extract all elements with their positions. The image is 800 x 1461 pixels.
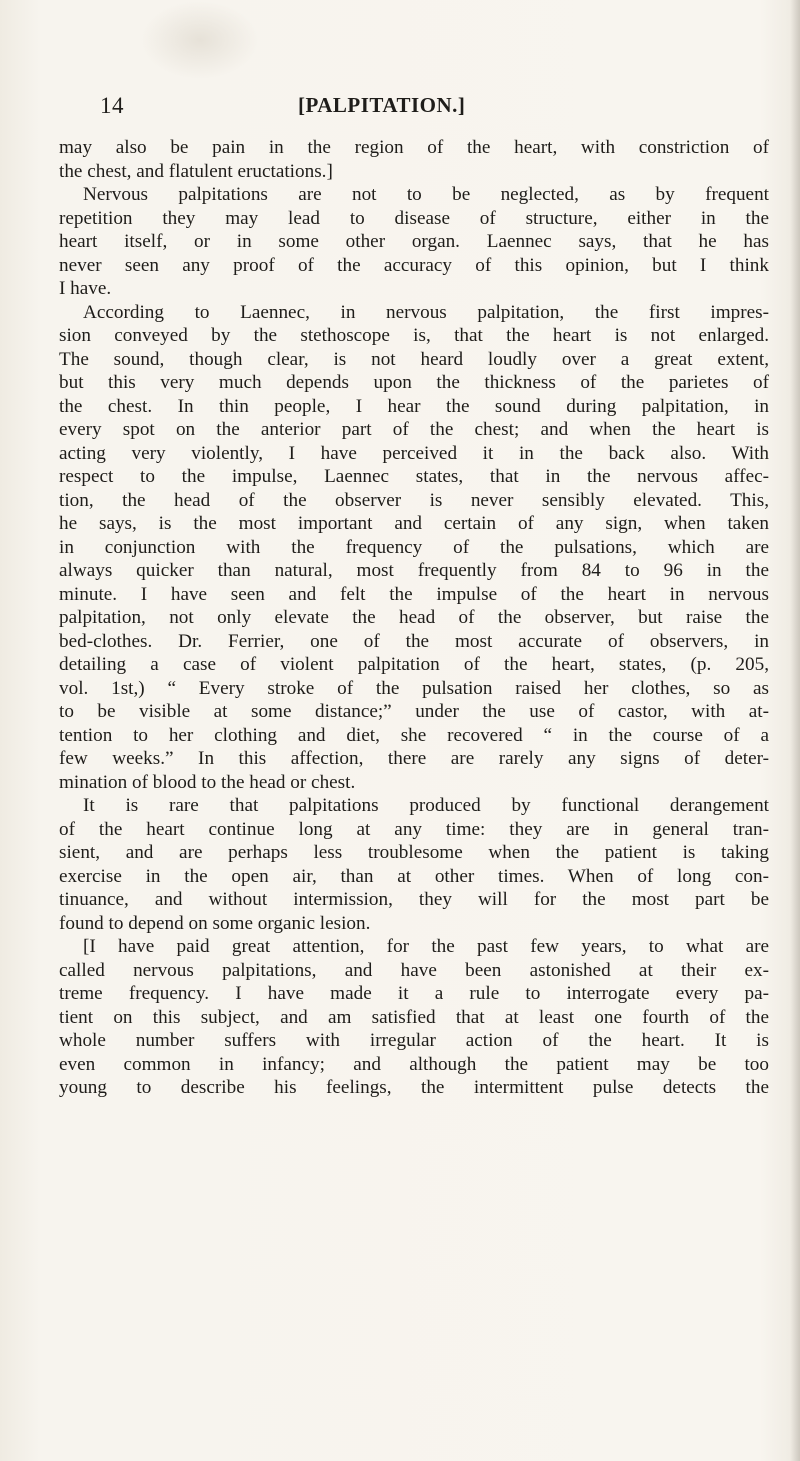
header-title: [PALPITATION.] (298, 93, 466, 117)
text-line: mination of blood to the head or chest. (59, 771, 356, 793)
text-line: never seen any proof of the accuracy of this opinion, but I think (59, 254, 769, 276)
text-line: According to Laennec, in nervous palpitation, the first impres- (83, 301, 769, 323)
body-text (59, 136, 769, 1100)
text-line: of the heart continue long at any time: they are in general tran- (59, 818, 769, 840)
text-line: few weeks.” In this affection, there are rarely any signs of deter- (59, 748, 769, 769)
page-stain (140, 0, 260, 80)
text-line: in conjunction with the frequency of the pulsations, which are (59, 536, 769, 558)
text-line: even common in infancy; and although the patient may be too (59, 1053, 769, 1075)
text-line: tient on this subject, and am satisfied that at least one fourth of the (59, 1006, 769, 1028)
text-line: heart itself, or in some other organ. Laennec says, that he has (59, 231, 769, 252)
text-line: sion conveyed by the stethoscope is, that the heart is not enlarged. (59, 325, 769, 346)
text-line: [I have paid great attention, for the past few years, to what are (83, 936, 769, 957)
text-line: but this very much depends upon the thickness of the parietes of (59, 372, 769, 393)
text-line: to be visible at some distance;” under the use of castor, with at- (59, 701, 769, 722)
text-line: vol. 1st,) “ Every stroke of the pulsation raised her clothes, so as (59, 677, 769, 699)
text-line: treme frequency. I have made it a rule to interrogate every pa- (59, 983, 769, 1004)
text-line: tion, the head of the observer is never sensibly elevated. This, (59, 489, 769, 511)
text-line: always quicker than natural, most frequently from 84 to 96 in the (59, 560, 769, 581)
text-line: the chest, and flatulent eructations.] (59, 160, 333, 182)
text-line: I have. (59, 278, 112, 299)
text-line: whole number suffers with irregular action of the heart. It is (59, 1030, 769, 1051)
text-line: may also be pain in the region of the heart, with constriction of (59, 137, 769, 158)
text-line: every spot on the anterior part of the chest; and when the heart is (59, 419, 769, 440)
text-line: respect to the impulse, Laennec states, that in the nervous affec- (59, 466, 769, 487)
text-line: tinuance, and without intermission, they will for the most part be (59, 889, 769, 910)
text-line: he says, is the most important and certain of any sign, when taken (59, 513, 769, 534)
text-line: repetition they may lead to disease of structure, either in the (59, 207, 769, 229)
text-line: acting very violently, I have perceived it in the back also. With (59, 442, 769, 464)
text-line: found to depend on some organic lesion. (59, 912, 371, 934)
text-line: sient, and are perhaps less troublesome when the patient is taking (59, 842, 769, 863)
page-edge-shadow (790, 0, 800, 1461)
page-number: 14 (100, 93, 124, 118)
text-line: the chest. In thin people, I hear the sound during palpitation, in (59, 395, 769, 417)
running-head (100, 93, 740, 123)
text-line: minute. I have seen and felt the impulse of the heart in nervous (59, 583, 769, 605)
text-line: young to describe his feelings, the intermittent pulse detects the (59, 1077, 769, 1098)
text-line: exercise in the open air, than at other times. When of long con- (59, 865, 769, 887)
text-line: detailing a case of violent palpitation of the heart, states, (p. 205, (59, 654, 769, 675)
text-line: bed-clothes. Dr. Ferrier, one of the most accurate of observers, in (59, 630, 769, 652)
text-line: palpitation, not only elevate the head of the observer, but raise the (59, 607, 769, 628)
text-line: The sound, though clear, is not heard loudly over a great extent, (59, 348, 769, 370)
text-line: It is rare that palpitations produced by functional derangement (83, 795, 769, 816)
text-line: called nervous palpitations, and have been astonished at their ex- (59, 959, 769, 981)
text-line: tention to her clothing and diet, she recovered “ in the course of a (59, 724, 769, 746)
text-line: Nervous palpitations are not to be neglected, as by frequent (83, 184, 769, 205)
